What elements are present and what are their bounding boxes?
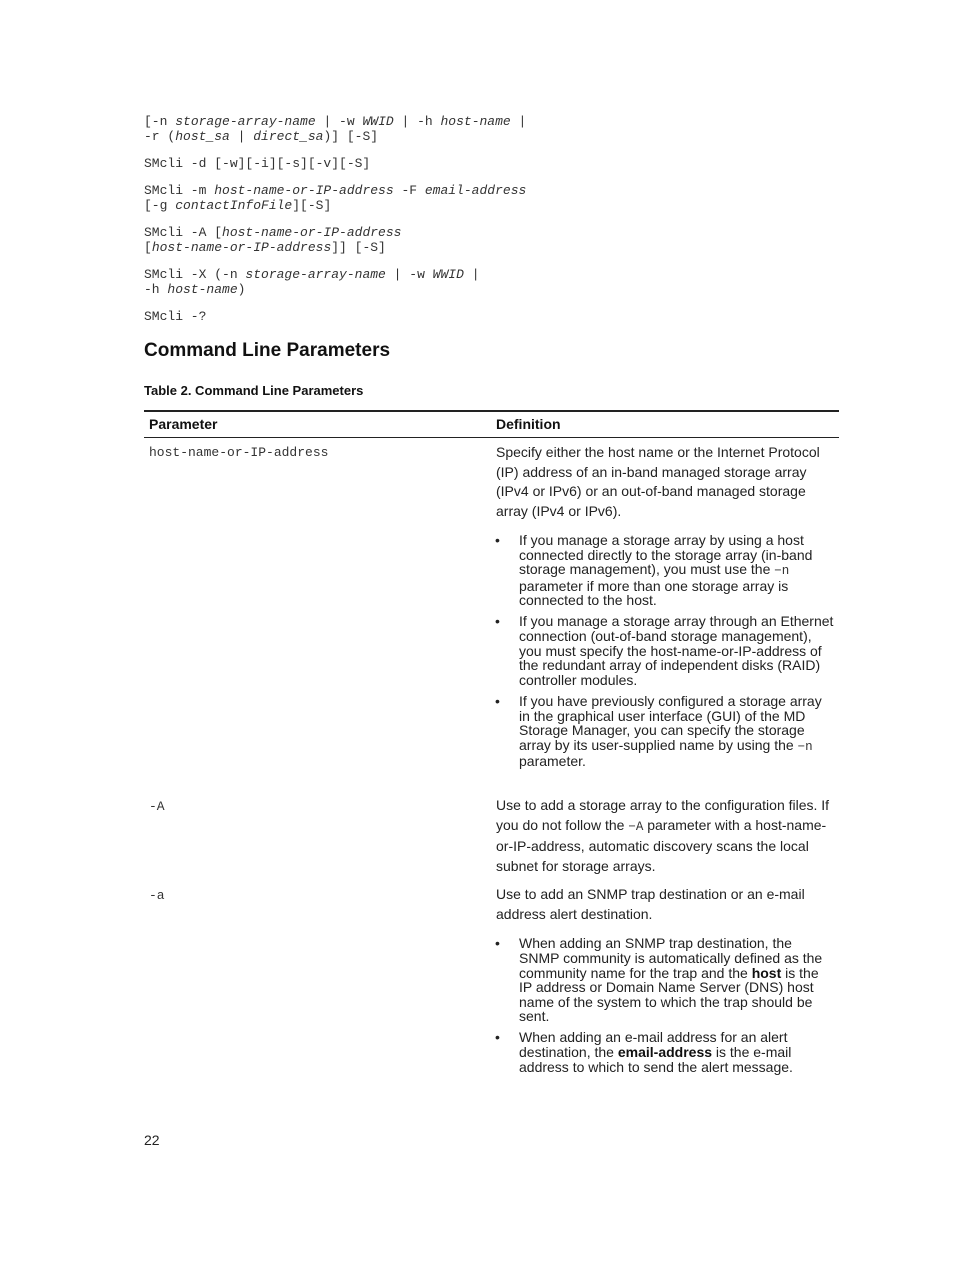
code-literal: SMcli -A [ [144,225,223,240]
text-run: Use to add a storage array to the configuration files. If you do not follow the [496,797,830,833]
code-placeholder: host-name-or-IP-address [222,225,402,240]
definition-cell [491,775,839,876]
code-placeholder: host-name [440,114,511,129]
code-line [144,198,844,213]
code-syntax-block-5 [144,267,844,297]
definition-cell [491,876,839,1080]
code-literal: [-n [144,114,176,129]
code-literal: )] [-S] [323,129,379,144]
code-literal: ][-S] [292,198,332,213]
code-line [144,282,844,297]
bullet-item [514,694,834,769]
code-line [144,267,844,282]
code-line [144,183,844,198]
param-cell [144,438,491,776]
page-number: 22 [144,1132,160,1148]
code-line [144,156,844,171]
code-literal: SMcli -X (-n [144,267,246,282]
code-placeholder: host-name [167,282,238,297]
code-literal: | -w [385,267,433,282]
bullet-item [514,614,834,687]
table-row [144,438,839,776]
inline-code: −A [628,819,644,834]
code-literal: [ [144,240,152,255]
bold-term: email-address [617,1044,713,1061]
text-run: parameter. [519,753,586,770]
text-run: is the IP address or Domain Name Server (DNS) host name of the system to which the trap should be sent. [519,964,819,1025]
code-literal: -h [144,282,168,297]
code-literal: ]] [-S] [331,240,386,255]
code-literal: | [510,114,527,129]
table-caption: Table 2. Command Line Parameters [144,383,364,398]
text-run: If you have previously configured a storage array in the graphical user interface (GUI) of the MD Storage Manager, you can specify the storage array by its user-supplied name by using the [519,692,822,753]
definition-text [496,796,834,876]
bullet-item [514,533,834,608]
definition-cell [491,438,839,776]
code-placeholder: host-name-or-IP-address [151,240,332,255]
code-literal: | [463,267,480,282]
definition-bullet-list [496,533,834,769]
bullet-item [514,1030,834,1074]
code-placeholder: WWID [432,267,464,282]
definition-bullet-list [496,936,834,1074]
code-literal: ) [237,282,246,297]
code-literal: [-g [144,198,176,213]
column-header-definition: Definition [491,411,839,438]
text-run: When adding an e-mail address for an alert destination, the [519,1029,788,1061]
table-header-row [144,411,839,438]
text-run: parameter if more than one storage array is connected to the host. [519,577,789,609]
param-cell [144,775,491,876]
code-line [144,225,844,240]
code-placeholder: host-name-or-IP-address [214,183,394,198]
code-placeholder: WWID [362,114,394,129]
code-line [144,240,844,255]
bullet-item [514,936,834,1024]
code-literal: SMcli -m [144,183,215,198]
column-header-parameter: Parameter [144,411,491,438]
bold-term: host [751,964,782,981]
code-literal: | -w [315,114,363,129]
code-syntax-block-4 [144,225,844,255]
code-line [144,114,844,129]
section-heading: Command Line Parameters [144,340,391,361]
inline-code: −n [797,739,813,754]
text-run: When adding an SNMP trap destination, the SNMP community is automatically defined as the community name for the trap and the [519,935,823,981]
code-placeholder: storage-array-name [245,267,386,282]
param-name: host-name-or-IP-address [149,445,329,460]
inline-code: −n [774,564,790,579]
code-placeholder: direct_sa [253,129,324,144]
param-name: -a [149,888,165,904]
code-literal: SMcli -? [144,309,207,324]
definition-text: Specify either the host name or the Internet Protocol (IP) address of an in-band managed storage array (IPv4 or IPv6) or an out-of-band managed storage array (IPv4 or IPv6). [496,444,820,519]
table-row [144,876,839,1080]
code-literal: -r ( [144,129,176,144]
param-cell [144,876,491,1080]
code-literal: SMcli -d [-w][-i][-s][-v][-S] [144,156,371,171]
code-syntax-block-2 [144,156,844,171]
code-line [144,129,844,144]
code-line [144,309,844,324]
code-syntax-block-1 [144,114,844,144]
text-run: If you manage a storage array through an Ethernet connection (out-of-band storage management), you must specify the host-name-or-IP-address of the redundant array of independent disks (RAID) controller modules. [519,613,834,688]
code-placeholder: host_sa [175,129,230,144]
code-placeholder: email-address [424,183,527,198]
text-run: parameter with a host-name-or-IP-address, automatic discovery scans the local subnet for storage arrays. [496,816,827,874]
code-syntax-block-3 [144,183,844,213]
code-literal: -F [393,183,425,198]
text-run: is the e-mail address to which to send the alert message. [519,1044,793,1075]
table-row [144,775,839,876]
code-literal: | [229,129,254,144]
code-placeholder: contactInfoFile [175,198,293,213]
code-literal: | -h [393,114,441,129]
text-run: If you manage a storage array by using a host connected directly to the storage array (in-band storage management), you must use the [519,532,813,578]
definition-text: Use to add an SNMP trap destination or an e-mail address alert destination. [496,886,805,922]
param-name: -A [149,799,165,815]
parameters-table [144,410,839,1081]
code-placeholder: storage-array-name [175,114,316,129]
code-syntax-block-6 [144,309,844,324]
